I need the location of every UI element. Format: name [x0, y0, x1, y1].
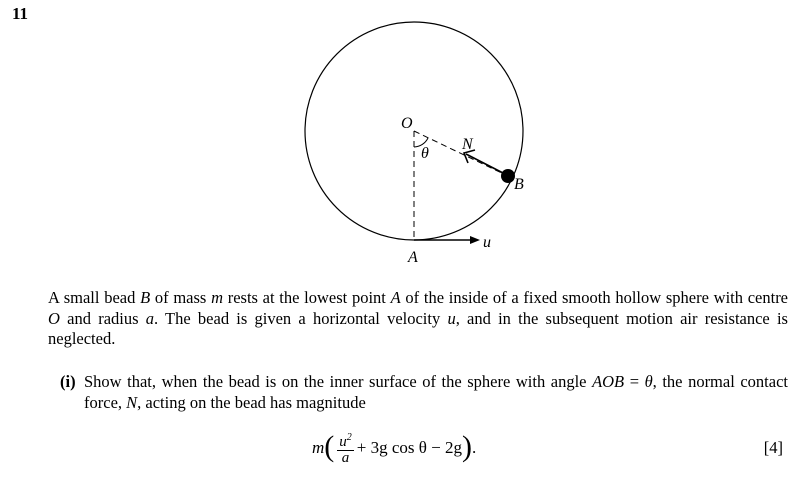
formula-den-a: a: [341, 450, 350, 466]
part-i: [60, 372, 788, 413]
formula-right-paren: ): [462, 430, 473, 463]
normal-force-formula: [312, 428, 476, 468]
formula-m: m: [312, 438, 325, 457]
label-B: B: [514, 176, 524, 193]
bead: [501, 169, 515, 183]
marks: [4]: [763, 438, 783, 457]
label-theta: θ: [421, 145, 429, 162]
formula-middle: + 3g cos θ − 2g: [356, 438, 463, 457]
label-A: A: [408, 249, 418, 266]
formula-left-paren: (: [324, 430, 335, 463]
formula-fraction: [337, 430, 354, 466]
part-i-label: (i): [60, 372, 76, 391]
normal-force-arrow: [466, 154, 505, 174]
label-N: N: [462, 136, 473, 153]
velocity-arrowhead: [470, 236, 480, 244]
formula-num-exp: 2: [346, 432, 352, 443]
formula-num-u: u: [339, 434, 347, 450]
part-i-text: Show that, when the bead is on the inner surface of the sphere with angle AOB = θ, the normal contact force, N, acting on the bead has magnitude: [84, 372, 788, 412]
formula-end: .: [472, 438, 477, 457]
question-intro: A small bead B of mass m rests at the lowest point A of the inside of a fixed smooth hollow sphere with centre O and radius a. The bead is given a horizontal velocity u, and in the subsequent motion air resistance is neglected.: [48, 288, 789, 348]
question-number: 11: [12, 4, 29, 23]
label-O: O: [401, 115, 413, 132]
label-u: u: [483, 234, 491, 251]
